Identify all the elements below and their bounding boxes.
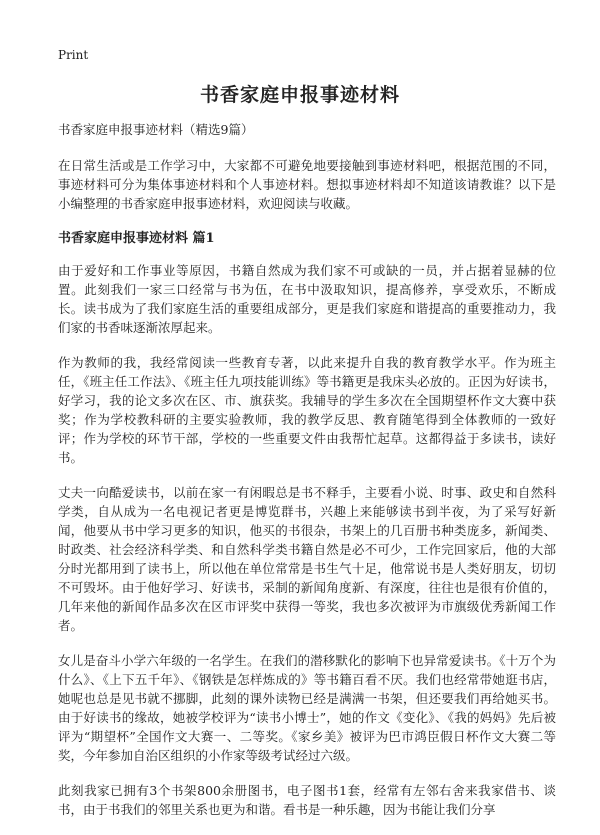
paragraph-5: 此刻我家已拥有3个书架800余册图书，电子图书1套，经常有左邻右舍来我家借书、谈书，由于书我们的邻里关系也更为和谐。看书是一种乐趣，因为书能让我们分享 <box>58 783 556 817</box>
paragraph-4: 女儿是奋斗小学六年级的一名学生。在我们的潜移默化的影响下也异常爱读书。《十万个为什么》、《上下五千年》、《钢铁是怎样炼成的》等书籍百看不厌。我们也经常带她逛书店，她呢也总是见书就不挪脚，此刻的课外读物已经是满满一书架，但还要我们再给她买书。由于好读书的缘故，她被学校评为“读书小博士”，她的作文《变化》、《我的妈妈》先后被评为“期望杯”全国作文大赛一、二等奖。《家乡美》被评为巴市鸿臣假日杯作文大赛二等奖，今年参加自治区组织的小作家等级考试经过六级。 <box>58 653 556 763</box>
page-title: 书香家庭申报事迹材料 <box>199 84 400 106</box>
intro-paragraph: 在日常生活或是工作学习中，大家都不可避免地要接触到事迹材料吧，根据范围的不同，事迹材料可分为集体事迹材料和个人事迹材料。想拟事迹材料却不知道该请教谁？以下是小编整理的书香家庭申报事迹材料，欢迎阅读与收藏。 <box>58 158 556 211</box>
paragraph-3: 丈夫一向酷爱读书，以前在家一有闲暇总是书不释手，主要看小说、时事、政史和自然科学类，自从成为一名电视记者更是博览群书，兴趣上来能够读书到半夜，为了采写好新闻，他要从书中学习更多的知识，他买的书很杂，书架上的几百册书种类庞多，新闻类、时政类、社会经济科学类、和自然科学类书籍自然是必不可少，工作完回家后，他的大部分时光都用到了读书上，所以他在单位常常是书生气十足，他常说书是人类好朋友，切切不可毁坏。由于他好学习、好读书，采制的新闻角度新、有深度，往往也是很有价值的，几年来他的新闻作品多次在区市评奖中获得一等奖，我也多次被评为市旗级优秀新闻工作者。 <box>58 485 556 633</box>
section-heading: 书香家庭申报事迹材料 篇1 <box>58 231 215 246</box>
article-body <box>58 121 556 835</box>
paragraph-2: 作为教师的我，我经常阅读一些教育专著，以此来提升自我的教育教学水平。作为班主任，《班主任工作法》、《班主任九项技能训练》等书籍更是我床头必放的。正因为好读书，好学习，我的论文多次在区、市、旗获奖。我辅导的学生多次在全国期望杯作文大赛中获奖；作为学校教科研的主要实验教师，我的教学反思、教育随笔得到全体教师的一致好评；作为学校的环节干部，学校的一些重要文件由我帮忙起草。这都得益于多读书，读好书。 <box>58 355 556 465</box>
paragraph-1: 由于爱好和工作事业等原因，书籍自然成为我们家不可或缺的一员，并占据着显赫的位置。此刻我们一家三口经常与书为伍，在书中汲取知识，提高修养，享受欢乐，不断成长。读书成为了我们家庭生活的重要组成部分，更是我们家庭和谐提高的重要推动力，我们家的书香味逐渐浓厚起来。 <box>58 263 556 335</box>
print-link[interactable]: Print <box>58 48 89 62</box>
article-subtitle: 书香家庭申报事迹材料（精选9篇） <box>58 122 254 137</box>
